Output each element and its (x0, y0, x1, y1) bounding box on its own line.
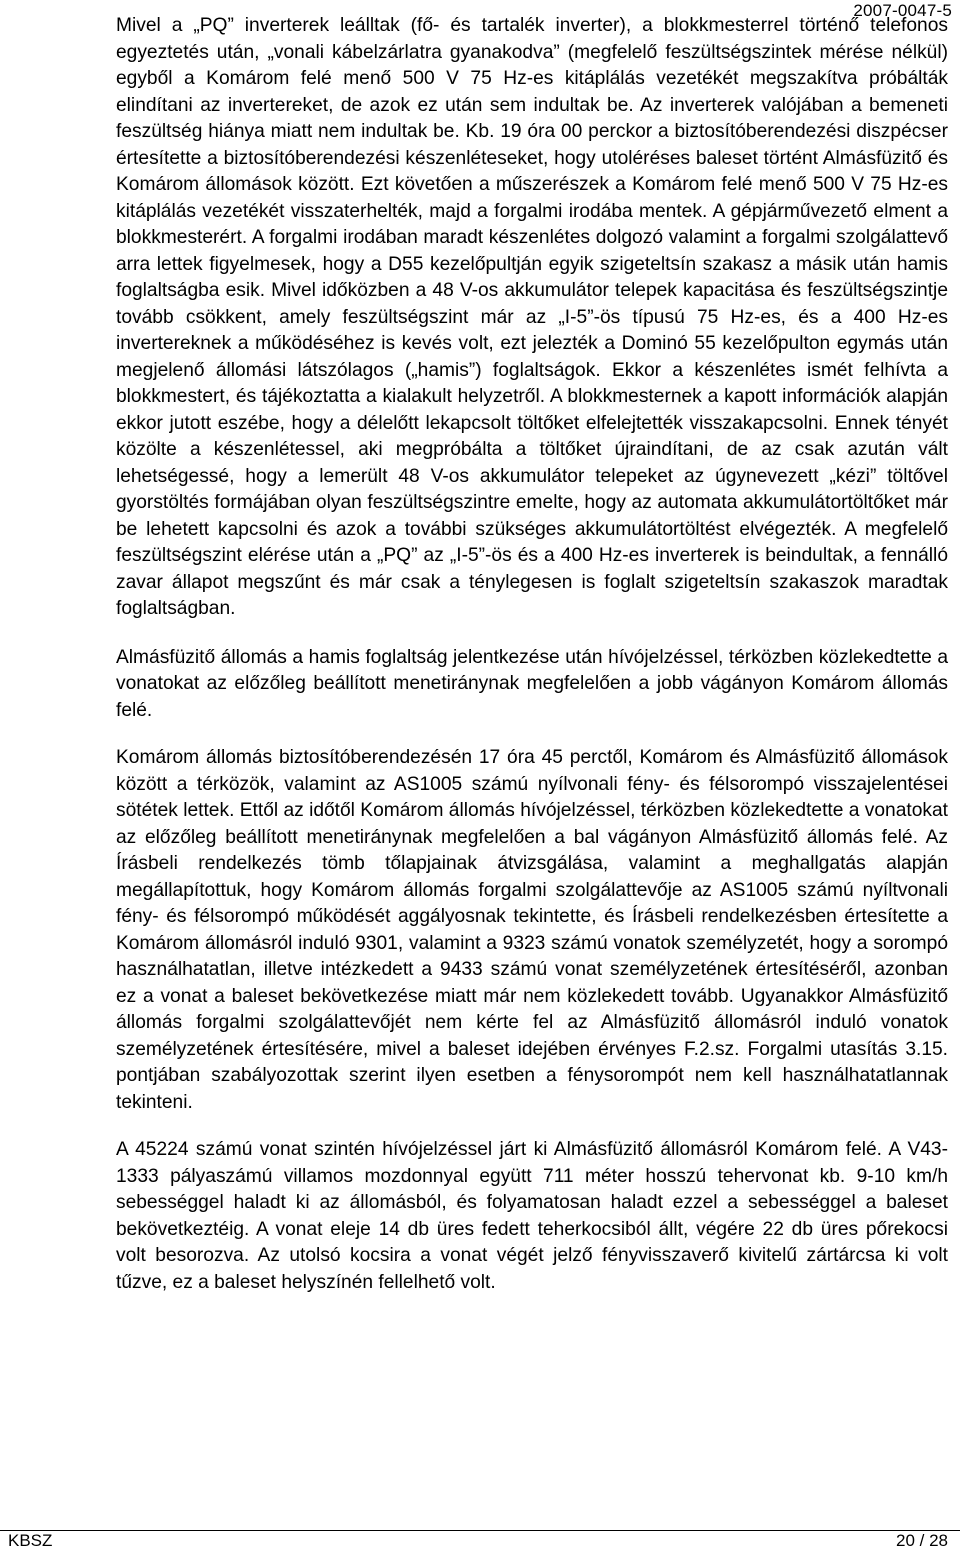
footer-organization: KBSZ (8, 1531, 53, 1550)
document-id: 2007-0047-5 (853, 1, 952, 20)
page-number: 20 / 28 (896, 1531, 948, 1550)
paragraph-komarom-signaling: Komárom állomás biztosítóberendezésén 17 óra 45 perctől, Komárom és Almásfüzitő állomások között a térközök, valamint az AS1005 számú nyílvonali fény- és félsorompó visszajelentései sötétek lettek. Ettől az időtől Komárom állomás hívójelzéssel, térközben közlekedtette a vonatokat az előzőleg beállított menetiránynak megfelelően a bal vágányon Almásfüzitő állomás felé. Az Írásbeli rendelkezés tömb tőlapjainak átvizsgálása, valamint a meghallgatás alapján megállapítottuk, hogy Komárom állomás forgalmi szolgálattevője az AS1005 számú nyíltvonali fény- és félsorompó működését aggályosnak tekintette, és Írásbeli rendelkezésben értesítette a Komárom állomásról induló 9301, valamint a 9323 számú vonatok személyzetét, hogy a sorompó használhatatlan, illetve intézkedett a 9433 számú vonat személyzetének értesítéséről, azonban ez a vonat a baleset bekövetkezése miatt már nem közlekedett tovább. Ugyanakkor Almásfüzitő állomás forgalmi szolgálattevőjét nem kérte fel az Almásfüzitő állomásról induló vonatok személyzetének értesítésére, mivel a baleset idejében érvényes F.2.sz. Forgalmi utasítás 3.15. pontjában szabályozottak szerint ilyen esetben a fénysorompót nem kell használhatatlannak tekinteni. (116, 747, 948, 1113)
paragraph-almasfuzito-signaling: Almásfüzitő állomás a hamis foglaltság jelentkezése után hívójelzéssel, térközben közlekedtette a vonatokat az előzőleg beállított menetiránynak megfelelően a jobb vágányon Komárom állomás felé. (116, 646, 948, 721)
paragraph-train-45224: A 45224 számú vonat szintén hívójelzéssel járt ki Almásfüzitő állomásról Komárom felé. A V43-1333 pályaszámú villamos mozdonnyal együtt 711 méter hosszú tehervonat kb. 9-10 km/h sebességgel haladt ki az állomásból, és folyamatosan haladt ezzel a sebességgel a baleset bekövetkeztéig. A vonat eleje 14 db üres fedett teherkocsiból állt, végére 22 db üres pőrekocsi volt besorozva. Az utolsó kocsira a vonat végét jelző fényvisszaverő kivitelű zártárcsa ki volt tűzve, ez a baleset helyszínén fellelhető volt. (116, 1139, 948, 1293)
document-body (116, 13, 948, 1317)
paragraph-inverter-failure: Mivel a „PQ” inverterek leálltak (fő- és tartalék inverter), a blokkmesterrel történő telefonos egyeztetés után, „vonali kábelzárlatra gyanakodva” (megfelelő feszültségszintek mérése nélkül) egyből a Komárom felé menő 500 V 75 Hz-es kitáplálás vezetékét megszakítva próbálták elindítani az invertereket, de azok ez után sem indultak be. Az inverterek valójában a bemeneti feszültség hiánya miatt nem indultak be. Kb. 19 óra 00 perckor a biztosítóberendezési diszpécser értesítette a biztosítóberendezési készenléteseket, hogy utoléréses baleset történt Almásfüzitő és Komárom állomások között. Ezt követően a műszerészek a Komárom felé menő 500 V 75 Hz-es kitáplálás vezetékét visszaterhelték, majd a forgalmi irodába mentek. A gépjárművezető elment a blokkmesterért. A forgalmi irodában maradt készenlétes dolgozó valamint a forgalmi szolgálattevő arra lettek figyelmesek, hogy a D55 kezelőpultján egyik szigeteltsín szakasz a másik után hamis foglaltságba esik. Mivel időközben a 48 V-os akkumulátor telepek kapacitása és feszültségszintje tovább csökkent, amely feszültségszint már az „I-5”-ös típusú 75 Hz-es, és a 400 Hz-es invertereknek a működéséhez is kevés volt, ezt jelezték a Dominó 55 kezelőpulton egymás után megjelenő állomási látszólagos („hamis”) foglaltságok. Ekkor a készenlétes ismét felhívta a blokkmestert, és tájékoztatta a kialakult helyzetről. A blokkmesternek a kapott információk alapján ekkor jutott eszébe, hogy a délelőtt lekapcsolt töltőket elfelejtették visszakapcsolni. Ennek tényét közölte a készenlétessel, aki megpróbálta a töltőket újraindítani, de az csak azután vált lehetségessé, hogy a lemerült 48 V-os akkumulátor telepeket az úgynevezett „kézi” töltővel gyorstöltés formájában olyan feszültségszintre emelte, hogy az automata akkumulátortöltőket már be lehetett kapcsolni és azok a további szükséges akkumulátortöltést elvégezték. A megfelelő feszültségszint elérése után a „PQ” az „I-5”-ös és a 400 Hz-es inverterek is beindultak, a fennálló zavar állapot megszűnt és már csak a ténylegesen is foglalt szigeteltsín szakaszok maradtak foglaltságban. (116, 15, 948, 619)
footer-divider (0, 1530, 960, 1531)
